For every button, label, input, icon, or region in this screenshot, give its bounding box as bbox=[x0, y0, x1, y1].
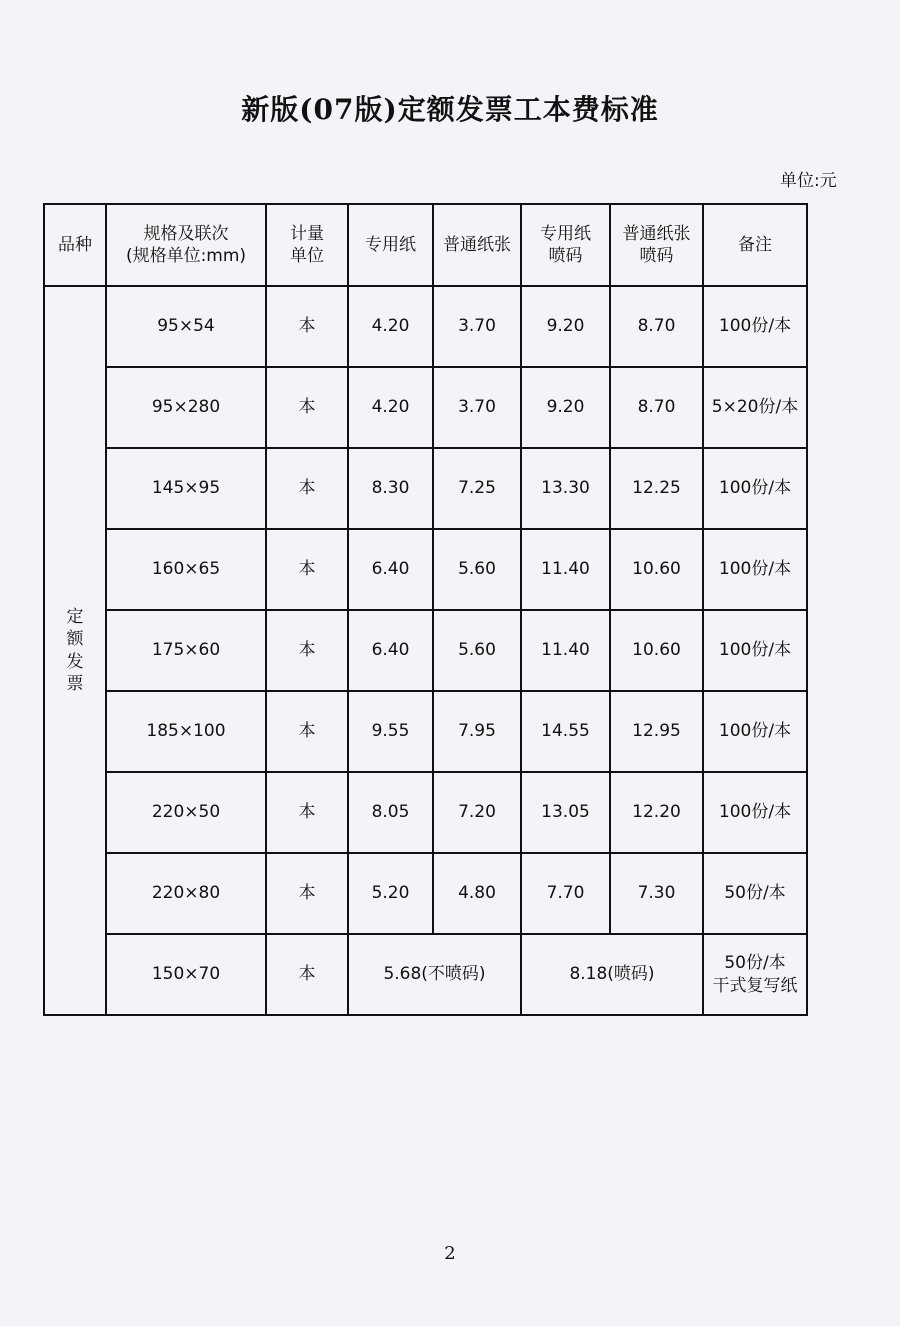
special-sprayed-cell: 13.05 bbox=[521, 772, 610, 853]
table-row bbox=[44, 610, 807, 691]
special-paper-cell: 8.05 bbox=[348, 772, 433, 853]
spec-cell: 220×50 bbox=[106, 772, 266, 853]
table-row bbox=[44, 367, 807, 448]
ordinary-paper-cell: 3.70 bbox=[433, 286, 521, 367]
page-number: 2 bbox=[444, 1243, 456, 1264]
remark-cell: 50份/本 bbox=[703, 853, 807, 934]
special-sprayed-cell: 9.20 bbox=[521, 367, 610, 448]
header-remark: 备注 bbox=[703, 204, 807, 286]
fee-standard-table bbox=[43, 203, 808, 1016]
special-paper-cell: 4.20 bbox=[348, 367, 433, 448]
category-cell bbox=[44, 286, 106, 1015]
unit-label: 单位:元 bbox=[780, 171, 837, 191]
table-row bbox=[44, 286, 807, 367]
remark-line1: 50份/本 bbox=[724, 953, 786, 974]
spec-cell: 160×65 bbox=[106, 529, 266, 610]
remark-cell bbox=[703, 934, 807, 1015]
table-row bbox=[44, 448, 807, 529]
header-unit-line2: 单位 bbox=[290, 246, 324, 266]
special-paper-cell: 8.30 bbox=[348, 448, 433, 529]
ordinary-sprayed-cell: 8.70 bbox=[610, 367, 703, 448]
remark-cell: 5×20份/本 bbox=[703, 367, 807, 448]
spec-cell: 185×100 bbox=[106, 691, 266, 772]
sprayed-price-cell: 8.18(喷码) bbox=[521, 934, 703, 1015]
ordinary-paper-cell: 4.80 bbox=[433, 853, 521, 934]
ordinary-paper-cell: 5.60 bbox=[433, 610, 521, 691]
header-ordinary-sprayed-line1: 普通纸张 bbox=[622, 223, 691, 244]
table-row bbox=[44, 934, 807, 1015]
header-category: 品种 bbox=[44, 204, 106, 286]
remark-cell: 100份/本 bbox=[703, 448, 807, 529]
special-paper-cell: 4.20 bbox=[348, 286, 433, 367]
ordinary-sprayed-cell: 8.70 bbox=[610, 286, 703, 367]
non-sprayed-price-cell: 5.68(不喷码) bbox=[348, 934, 521, 1015]
ordinary-paper-cell: 7.25 bbox=[433, 448, 521, 529]
unit-cell: 本 bbox=[266, 529, 348, 610]
special-sprayed-cell: 11.40 bbox=[521, 529, 610, 610]
ordinary-paper-cell: 3.70 bbox=[433, 367, 521, 448]
special-sprayed-cell: 11.40 bbox=[521, 610, 610, 691]
ordinary-paper-cell: 7.20 bbox=[433, 772, 521, 853]
remark-cell: 100份/本 bbox=[703, 610, 807, 691]
unit-cell: 本 bbox=[266, 853, 348, 934]
unit-cell: 本 bbox=[266, 448, 348, 529]
category-char: 票 bbox=[66, 673, 84, 694]
table-header-row bbox=[44, 204, 807, 286]
special-paper-cell: 6.40 bbox=[348, 529, 433, 610]
unit-cell: 本 bbox=[266, 934, 348, 1015]
spec-cell: 145×95 bbox=[106, 448, 266, 529]
header-spec-line1: 规格及联次 bbox=[143, 223, 229, 244]
special-paper-cell: 9.55 bbox=[348, 691, 433, 772]
category-char: 定 bbox=[66, 607, 84, 628]
table-row bbox=[44, 853, 807, 934]
page-title: 新版(07版)定额发票工本费标准 bbox=[241, 93, 659, 126]
header-spec-line2: (规格单位:mm) bbox=[125, 246, 247, 266]
ordinary-paper-cell: 7.95 bbox=[433, 691, 521, 772]
remark-cell: 100份/本 bbox=[703, 286, 807, 367]
header-special-sprayed-line1: 专用纸 bbox=[540, 223, 591, 244]
special-sprayed-cell: 13.30 bbox=[521, 448, 610, 529]
table-row bbox=[44, 691, 807, 772]
spec-cell: 95×280 bbox=[106, 367, 266, 448]
header-special-paper: 专用纸 bbox=[348, 204, 433, 286]
header-unit-line1: 计量 bbox=[290, 223, 324, 244]
remark-cell: 100份/本 bbox=[703, 529, 807, 610]
spec-cell: 175×60 bbox=[106, 610, 266, 691]
unit-cell: 本 bbox=[266, 610, 348, 691]
header-ordinary-sprayed-line2: 喷码 bbox=[639, 246, 674, 266]
ordinary-paper-cell: 5.60 bbox=[433, 529, 521, 610]
header-ordinary-sprayed bbox=[610, 204, 703, 286]
spec-cell: 95×54 bbox=[106, 286, 266, 367]
header-ordinary-paper: 普通纸张 bbox=[433, 204, 521, 286]
ordinary-sprayed-cell: 10.60 bbox=[610, 529, 703, 610]
special-sprayed-cell: 14.55 bbox=[521, 691, 610, 772]
unit-cell: 本 bbox=[266, 772, 348, 853]
remark-cell: 100份/本 bbox=[703, 772, 807, 853]
ordinary-sprayed-cell: 12.25 bbox=[610, 448, 703, 529]
unit-cell: 本 bbox=[266, 691, 348, 772]
category-char: 发 bbox=[66, 651, 84, 672]
spec-cell: 150×70 bbox=[106, 934, 266, 1015]
ordinary-sprayed-cell: 12.95 bbox=[610, 691, 703, 772]
unit-cell: 本 bbox=[266, 367, 348, 448]
header-spec bbox=[106, 204, 266, 286]
category-char: 额 bbox=[66, 629, 84, 650]
ordinary-sprayed-cell: 7.30 bbox=[610, 853, 703, 934]
ordinary-sprayed-cell: 12.20 bbox=[610, 772, 703, 853]
unit-cell: 本 bbox=[266, 286, 348, 367]
header-unit bbox=[266, 204, 348, 286]
header-special-sprayed bbox=[521, 204, 610, 286]
remark-line2: 干式复写纸 bbox=[712, 975, 798, 996]
special-sprayed-cell: 7.70 bbox=[521, 853, 610, 934]
table-row bbox=[44, 772, 807, 853]
spec-cell: 220×80 bbox=[106, 853, 266, 934]
special-sprayed-cell: 9.20 bbox=[521, 286, 610, 367]
special-paper-cell: 6.40 bbox=[348, 610, 433, 691]
header-special-sprayed-line2: 喷码 bbox=[548, 246, 583, 266]
special-paper-cell: 5.20 bbox=[348, 853, 433, 934]
ordinary-sprayed-cell: 10.60 bbox=[610, 610, 703, 691]
table-row bbox=[44, 529, 807, 610]
remark-cell: 100份/本 bbox=[703, 691, 807, 772]
